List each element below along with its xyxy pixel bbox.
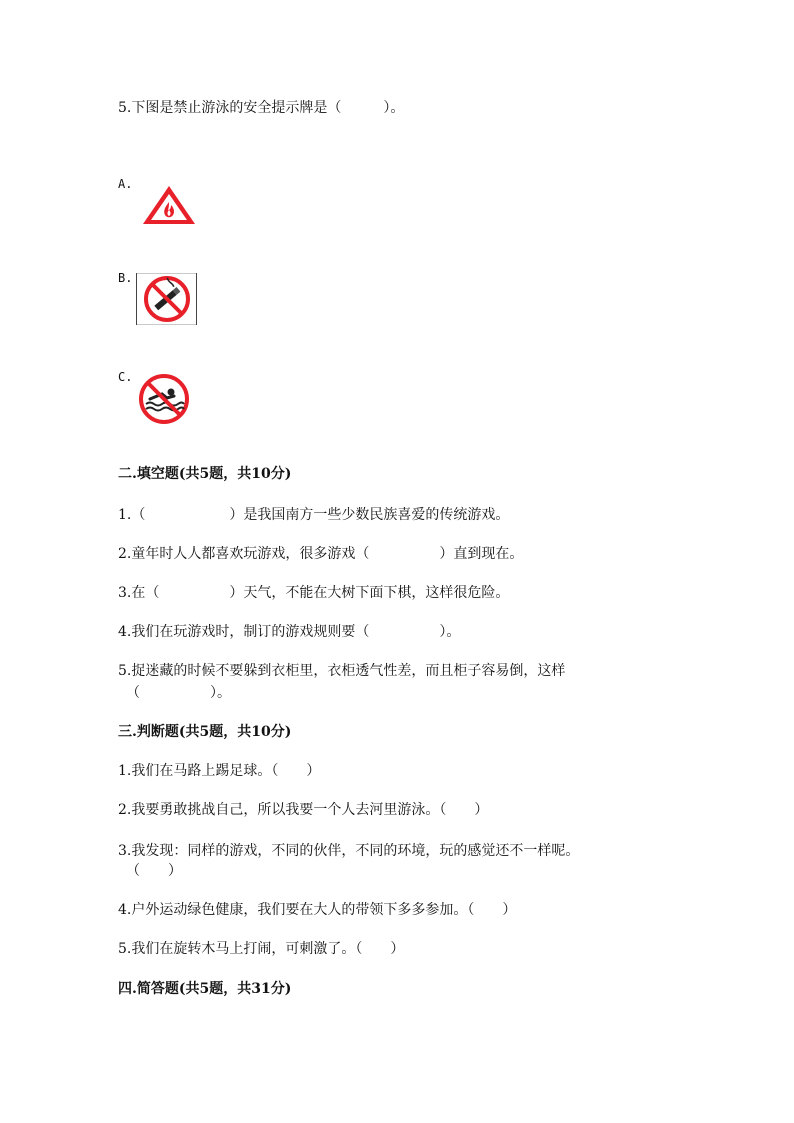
- question-5-text: 5.下图是禁止游泳的安全提示牌是（ ）。: [118, 100, 405, 116]
- no-swimming-icon: [136, 372, 194, 426]
- judge-item-5: 5.我们在旋转木马上打闹，可刺激了。（ ）: [118, 941, 405, 957]
- fill-item-3: 3.在（ ）天气，不能在大树下面下棋，这样很危险。: [118, 585, 510, 601]
- fill-item-1: 1.（ ）是我国南方一些少数民族喜爱的传统游戏。: [118, 507, 510, 523]
- section-3-title: 三.判断题(共5题，共10分): [118, 724, 292, 740]
- option-a-label: A.: [118, 177, 133, 191]
- no-smoking-icon: [136, 273, 198, 325]
- fill-item-2: 2.童年时人人都喜欢玩游戏，很多游戏（ ）直到现在。: [118, 546, 524, 562]
- judge-item-1: 1.我们在马路上踢足球。（ ）: [118, 763, 321, 779]
- fill-item-5-continued: （ ）。: [126, 685, 231, 701]
- fire-warning-icon: [141, 184, 197, 226]
- option-c-label: C.: [118, 370, 133, 384]
- fill-item-5: 5.捉迷藏的时候不要躲到衣柜里，衣柜透气性差，而且柜子容易倒，这样: [118, 663, 566, 679]
- judge-item-4: 4.户外运动绿色健康，我们要在大人的带领下多多参加。（ ）: [118, 902, 517, 918]
- judge-item-3: 3.我发现：同样的游戏，不同的伙伴，不同的环境，玩的感觉还不一样呢。: [118, 843, 580, 859]
- option-b-label: B.: [118, 271, 133, 285]
- section-2-title: 二.填空题(共5题，共10分): [118, 466, 292, 482]
- fill-item-4: 4.我们在玩游戏时，制订的游戏规则要（ ）。: [118, 624, 461, 640]
- judge-item-3-continued: （ ）: [126, 863, 182, 879]
- section-4-title: 四.简答题(共5题，共31分): [118, 981, 292, 997]
- judge-item-2: 2.我要勇敢挑战自己，所以我要一个人去河里游泳。（ ）: [118, 802, 489, 818]
